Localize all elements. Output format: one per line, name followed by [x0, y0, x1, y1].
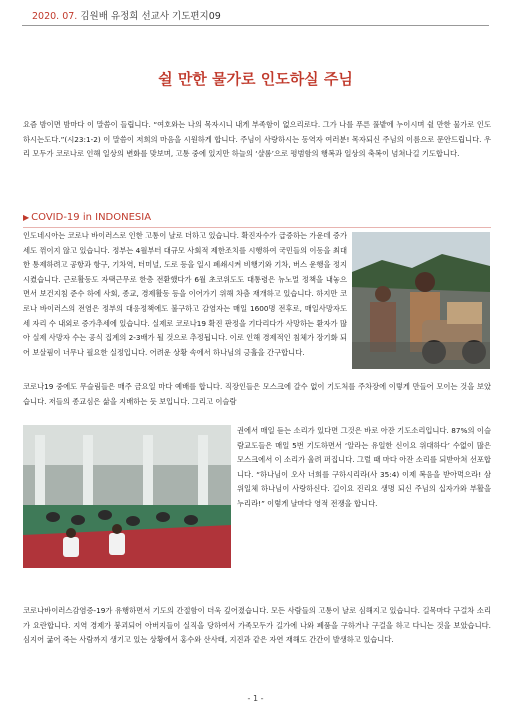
prayer-garage-photo: [23, 425, 231, 568]
header-title: 김원배 유정희 선교사 기도편지09: [80, 11, 221, 22]
page-number: - 1 -: [247, 694, 264, 703]
document-title: 쉴 만한 물가로 인도하실 주님: [158, 70, 353, 88]
closing-paragraph: 코로나바이러스감염증-19가 유행하면서 기도의 간절함이 더욱 깊어졌습니다. 모든 사람들의 고통이 날로 심해지고 있습니다. 길목마다 구걸차 소리가 요란합니다. 지역 경제가 붕괴되어 아버지들이 실직을 당하여서 가족모두가 길가에 나와 폐품을 구하거나 구걸을 하고 다니는 것을 보았습니다. 심지어 굶어 죽는 사람까지 생기고 있는 상황에서 홍수와 산사태, 지진과 같은 자연 재해도 간간이 발생하고 있습니다.: [23, 606, 491, 645]
letter-header: [32, 8, 221, 22]
covid-paragraph: 인도네시아는 코로나 바이러스로 인한 고통이 날로 더하고 있습니다. 확진자수가 급증하는 가운데 증가세도 꺾이지 않고 있습니다. 정부는 4월부터 대규모 사회적 제한조치를 시행하여 국민들의 이동을 최대한 통제하려고 공항과 항구, 기차역, 터미널, 도로 등을 일시 폐쇄시켜 비행기와 기차, 버스 운행을 정지시켰습니다. 근로활동도 자택근무로 한층 전환했다가 6월 초코위도도 대통령은 뉴노멀 정책을 내놓으면서 보건지침 준수 하에 사회, 종교, 경제활동 등을 이어가기 위해 차츰 재개하고 있습니다. 하지만 코로나 바이러스의 전염은 정부의 대응정책에도 불구하고 감염자는 매일 1600명 전후로, 매일사망자도 세 자리 수 내외로 증가추세에 있습니다. 실제로 코로나19 확진 판정을 기다리다가 사망하는 환자가 많아 실제 사망자 수는 공식 집계의 2-3배가 될 것으로 추정됩니다. 이로 인해 경제적인 침체가 장기화 되어 보살핌이 너무나 필요한 실정입니다. 어려운 상황 속에서 하나님의 긍휼을 간구합니다.: [23, 231, 347, 357]
prayer-garage-photo-image: [23, 425, 231, 568]
header-divider: [22, 25, 489, 26]
intro-paragraph: 요즘 밤이면 밤마다 이 말씀이 들립니다. “여호와는 나의 목자시니 내게 부족함이 없으리로다. 그가 나를 푸른 풀밭에 누이시며 쉴 만한 물가로 인도하시는도다.”(시23:1-2) 이 말씀이 저희의 마음을 시원하게 합니다. 주님이 사랑하시는 동역자 여러분! 목자되신 주님의 이름으로 문안드립니다. 우리 모두가 코로나로 인해 일상의 변화를 맞보며, 고통 중에 있지만 하늘의 ‘샬롬’으로 평범함의 행복과 일상의 축복이 넘쳐나길 기도합니다.: [23, 120, 491, 159]
prayer-paragraph-top: 코로나19 중에도 무슬림들은 매주 금요일 마다 예배를 합니다. 직장인들은 모스크에 갈수 없이 기도처를 주차장에 이렇게 만들어 모이는 것을 보았습니다. 저들의 종교심은 삶을 지배하는 듯 보입니다. 그리고 이슬람: [23, 382, 491, 406]
section-heading: [23, 212, 151, 223]
street-photo-image: [352, 232, 490, 369]
section-divider: [23, 227, 491, 228]
section-title: COVID-19 in INDONESIA: [31, 212, 152, 223]
header-date: 2020. 07.: [32, 11, 78, 22]
street-photo: [352, 232, 490, 369]
triangle-marker-icon: ▶: [23, 213, 30, 222]
prayer-paragraph-side: 권에서 매일 듣는 소리가 있다면 그것은 바로 아잔 기도소리입니다. 87%의 이슬람교도들은 매일 5번 기도하면서 ‘알라는 유일한 신이요 위대하다’ 수없이 많은 모스크에서 이 소리가 울려 퍼집니다. 그럴 때 마다 아잔 소리를 되받아쳐 선포합니다. “하나님이 오사 너희를 구하시리라(사 35:4) 이제 복음을 받아먹으라! 삼위일체 하나님이 사랑하신다. 길이요 진리요 생명 되신 주님의 십자가와 부활을 누리라!” 이렇게 날마다 영적 전쟁을 합니다.: [237, 426, 491, 508]
